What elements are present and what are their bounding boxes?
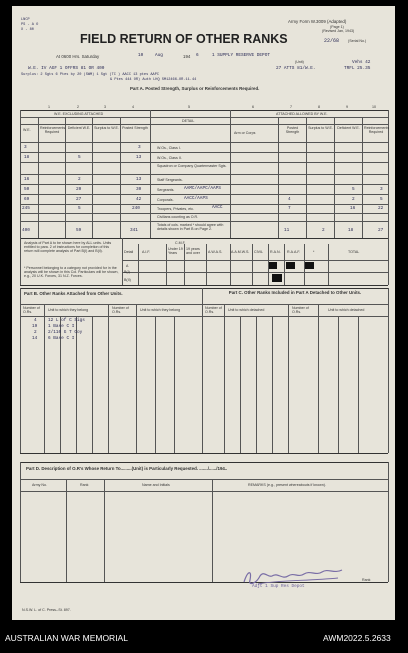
analysis-header: Detail [124, 250, 134, 254]
blacked-cell [272, 274, 282, 282]
part-d-header: Name and Initials [142, 483, 170, 487]
analysis-header: A.A.M.W.S. [231, 250, 250, 254]
form-revised: (Revised Jan, 1943) [322, 29, 355, 33]
detail-header: DETAIL [182, 119, 195, 123]
footer-accession: AWM2022.5.2633 [323, 633, 391, 643]
analysis-row-label: A [126, 264, 129, 268]
col-header-surplus-att: Surplus to W.E. [308, 126, 333, 130]
total-value: 27 [378, 228, 384, 233]
col-number: 10 [372, 105, 376, 109]
form-number: Army Form W.3009 (Adapted) [288, 19, 347, 24]
cell-value: 3 [24, 145, 27, 150]
cell-value: 5 [380, 197, 383, 202]
total-value: 341 [130, 228, 138, 233]
analysis-row-label: B(II) [124, 278, 131, 282]
time-month: Aug [155, 53, 163, 58]
row-typed-corps: AACC [212, 205, 223, 210]
sanctioned-line: 27 ATTS 81/W.E. [276, 66, 316, 71]
cell-value: 20 [76, 187, 82, 192]
cell-value: 3 [138, 145, 141, 150]
col-header-posted: Posted Strength [122, 126, 148, 130]
vehicles-note: Vehs 42 [352, 60, 371, 65]
part-b-num: 14 [32, 336, 38, 341]
cell-value: 4 [288, 197, 291, 202]
row-detail: Corporals. [157, 198, 174, 202]
cell-value: 2 [352, 197, 355, 202]
group-right-header: ATTACHED ALLOWED BY W.E. [276, 112, 328, 116]
col-number: 7 [290, 105, 292, 109]
part-d-title: Part D. Description of O.R's Whose Return To.........(Unit) is Particularly Requested. ......./....../194.. [26, 466, 228, 471]
col-header-reinf: Reinforcements Required [40, 126, 66, 134]
row-detail: Troopers, Privates, etc. [157, 207, 195, 211]
analysis-note: Analysis of Part A to be shown here by ALL units. Units entitled to para. 2 of instructions for completion of this return will complete analysis of Part B(I) and B(ii). [24, 241, 112, 253]
total-value: 2 [322, 228, 325, 233]
cell-value: 13 [136, 177, 142, 182]
part-c-title: Part C. Other Ranks Included in Part A Detached to Other Units. [228, 290, 362, 295]
col-header-arm: Arm or Corps [234, 131, 256, 135]
cell-value: 16 [350, 206, 356, 211]
analysis-header: A.W.A.S. [208, 250, 223, 254]
part-b-header: Number of O.Rs. [23, 306, 40, 314]
row-detail: Sergeants. [157, 188, 175, 192]
part-b-num: 4 [34, 318, 37, 323]
part-a-title: Part A. Posted Strength, Surplus or Reinforcements Required. [130, 86, 260, 91]
part-b-header: Unit to which they belong [140, 308, 181, 312]
cmf-label: C.M.F. [175, 241, 186, 245]
analysis-header: * [313, 250, 315, 254]
row-detail: Squadron or Company Quartermaster Sgts. [157, 164, 227, 168]
part-b-unit: 1 Base C I [48, 324, 75, 329]
total-value: 59 [76, 228, 82, 233]
total-value: 11 [284, 228, 290, 233]
cell-value: 27 [76, 197, 82, 202]
cell-value: 16 [24, 177, 30, 182]
total-value: 400 [22, 228, 30, 233]
cell-value: 30 [136, 187, 142, 192]
row-typed-corps: AAMC/AAPC/AAPS [184, 186, 221, 191]
cell-value: 240 [132, 206, 140, 211]
form-page: (Page 1) [330, 25, 344, 29]
cell-value: 22 [378, 206, 384, 211]
analysis-header: 19 years and over [186, 247, 200, 255]
time-year-prefix: 194 [183, 54, 191, 59]
part-b-unit: 12 L of C Sigs [48, 318, 85, 323]
cell-value: 5 [352, 187, 355, 192]
cell-value: 3 [380, 187, 383, 192]
part-b-header: Number of O.Rs. [112, 306, 129, 314]
time-year-digit: 6 [196, 53, 199, 58]
col-header-deficient-att: Deficient W.E. [337, 126, 360, 130]
cell-value: 50 [24, 187, 30, 192]
cell-value: 5 [78, 155, 81, 160]
cell-value: 18 [24, 155, 30, 160]
col-header-surplus: Surplus to W.E. [94, 126, 119, 130]
cell-value: 13 [136, 155, 142, 160]
row-detail: W.Os., Class II. [157, 156, 182, 160]
col-header-deficient: Deficient W.E. [67, 126, 91, 130]
trfl-note: TRFL 25.35 [344, 66, 371, 71]
we-line: W.E. IV AGF 1 OFFRS 81 OR 400 [28, 66, 105, 71]
row-detail: Civilians counting as O.R. [157, 215, 199, 219]
time-day: 10 [138, 53, 144, 58]
signature-stamp: Adjt 1 Sup Res Depot [252, 584, 305, 589]
left-code-3: X - 80 [21, 28, 34, 32]
personnel-note: * Personnel belonging to a category not provided for in the analysis will be shown in this Col. Particulars will be shown, e.g., 20 U.K. Forces, 31 N.Z. Forces. [24, 266, 119, 278]
group-left-header: W.E. EXCLUDING ATTACHED [54, 112, 104, 116]
row-detail: Staff Sergeants. [157, 178, 183, 182]
totals-detail: Totals of cols. marked * should agree with details shown in Part B on Page 2. [157, 223, 224, 231]
part-d-header: Army No. [32, 483, 47, 487]
part-c-header: Number of O.Rs. [292, 306, 309, 314]
analysis-row-label: B(I) [124, 270, 130, 274]
part-b-unit: 6 Base C I [48, 336, 75, 341]
cell-value: 2 [78, 177, 81, 182]
blacked-cell [305, 262, 314, 269]
col-number: 2 [77, 105, 79, 109]
col-number: 8 [318, 105, 320, 109]
part-d-header: Rank [80, 483, 89, 487]
left-code-2: PS - A O [21, 23, 39, 27]
surplus-line: Surplus: 2 Sgts 6 Ptes by 20 (SWM) 1 Sgt (TC ) AACC 13 ptes AAPC [21, 73, 160, 77]
cell-value: 69 [24, 197, 30, 202]
surplus-line-2: & Ptes 444 OR) Auth LHQ SM12466-OR.11.44 [110, 78, 197, 82]
part-b-title: Part B. Other Ranks Attached from Other Units. [24, 291, 123, 296]
archive-footer [0, 620, 408, 653]
form-title: FIELD RETURN OF OTHER RANKS [80, 32, 288, 46]
analysis-header: A.I.F. [142, 250, 151, 254]
col-header-posted-att: Posted Strength [285, 126, 300, 134]
cell-value: 7 [288, 206, 291, 211]
col-number: 3 [104, 105, 106, 109]
time-prefix: At 0600 Hrs. Saturday [56, 54, 100, 59]
col-number: 6 [252, 105, 254, 109]
analysis-header: TOTAL [348, 250, 360, 254]
col-number: 1 [48, 105, 50, 109]
part-c-header: Unit to which detached [328, 308, 365, 312]
part-b-num: 2 [34, 330, 37, 335]
part-b-unit: 2/110 G T Coy [48, 330, 83, 335]
unit-name: 1 SUPPLY RESERVE DEPOT [212, 53, 270, 58]
col-header-we: W.E. [23, 128, 31, 132]
footer-institution: AUSTRALIAN WAR MEMORIAL [5, 633, 128, 643]
left-code-1: LNCP [21, 18, 30, 22]
blacked-cell [286, 262, 295, 269]
col-number: 4 [132, 105, 134, 109]
row-typed-corps: AACC/AAPS [184, 196, 208, 201]
analysis-header: CIVIL [254, 250, 263, 254]
rank-label: Rank [362, 578, 371, 582]
analysis-header: Under 19 Years [168, 247, 183, 255]
cell-value: 42 [136, 197, 142, 202]
printer-imprint: N.S.W. L. of C. Press--St. 897. [22, 608, 71, 612]
blacked-cell [269, 262, 277, 269]
part-b-num: 19 [32, 324, 38, 329]
col-number: 9 [346, 105, 348, 109]
serial-label: (Serial No.) [348, 39, 367, 43]
col-header-reinf-att: Reinforcements Required [364, 126, 390, 134]
analysis-header: R.A.N. [270, 250, 281, 254]
col-number: 5 [188, 105, 190, 109]
serial-number: 22/68 [324, 38, 340, 44]
total-value: 18 [348, 228, 354, 233]
unit-label: (Unit) [295, 60, 304, 64]
row-detail: W.Os., Class I. [157, 146, 181, 150]
part-c-header: Number of O.Rs. [205, 306, 222, 314]
part-b-header: Unit to which they belong [48, 308, 89, 312]
part-d-header: REMARKS (e.g., present whereabouts if known). [248, 483, 326, 487]
part-c-header: Unit to which detached [228, 308, 265, 312]
cell-value: 5 [78, 206, 81, 211]
return-form-sheet [12, 6, 395, 620]
cell-value: 245 [22, 206, 30, 211]
analysis-header: R.A.A.F. [287, 250, 301, 254]
